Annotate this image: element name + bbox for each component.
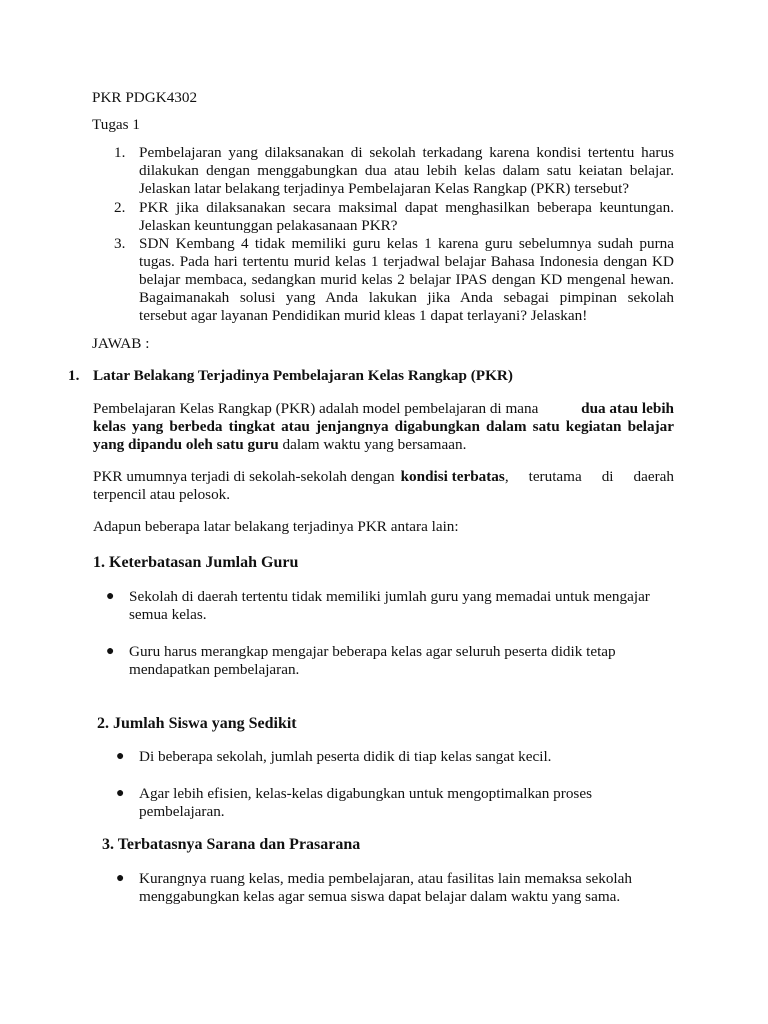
question-number: 2.	[114, 199, 126, 216]
question-line: tersebut agar layanan Pendidikan murid kleas 1 dapat terlayani? Jelaskan!	[139, 307, 588, 324]
course-code: PKR PDGK4302	[92, 89, 198, 106]
bullet-text: menggabungkan kelas agar semua siswa dapat belajar dalam waktu yang sama.	[139, 888, 621, 905]
bullet-icon: ●	[106, 589, 115, 604]
bullet-text: pembelajaran.	[139, 803, 225, 820]
question-line: Jelaskan keuntunggan pelakasanaan PKR?	[139, 217, 398, 234]
paragraph-bold: dua atau lebih	[581, 400, 674, 417]
question-line: PKR jika dilaksanakan secara maksimal dapat menghasilkan beberapa keuntungan.	[139, 199, 674, 216]
question-line: tugas. Pada hari tertentu murid kelas 1 terjadwal belajar Bahasa Indonesia dengan KD	[139, 253, 674, 270]
question-number: 1.	[114, 144, 126, 161]
paragraph-bold: yang dipandu oleh satu guru	[93, 436, 279, 453]
section-heading: 3. Terbatasnya Sarana dan Prasarana	[102, 836, 361, 853]
answer-label: JAWAB :	[92, 335, 150, 352]
bullet-text: mendapatkan pembelajaran.	[129, 661, 300, 678]
paragraph-text: PKR umumnya terjadi di sekolah-sekolah dengan	[93, 468, 395, 485]
paragraph-text: dalam waktu yang bersamaan.	[282, 436, 467, 453]
bullet-text: Guru harus merangkap mengajar beberapa kelas agar seluruh peserta didik tetap	[129, 643, 616, 660]
paragraph-bold: kelas yang berbeda tingkat atau jenjangnya digabungkan dalam satu kegiatan belajar	[93, 418, 674, 435]
question-number: 3.	[114, 235, 126, 252]
bullet-text: Sekolah di daerah tertentu tidak memiliki jumlah guru yang memadai untuk mengajar	[129, 588, 650, 605]
bullet-icon: ●	[106, 644, 115, 659]
bullet-text: Di beberapa sekolah, jumlah peserta didik di tiap kelas sangat kecil.	[139, 748, 552, 765]
bullet-text: semua kelas.	[129, 606, 207, 623]
paragraph-line	[93, 468, 674, 487]
paragraph-line: Adapun beberapa latar belakang terjadinya PKR antara lain:	[93, 518, 459, 535]
bullet-text: Kurangnya ruang kelas, media pembelajaran, atau fasilitas lain memaksa sekolah	[139, 870, 632, 887]
paragraph-text: , terutama di daerah	[504, 468, 674, 485]
question-line: Pembelajaran yang dilaksanakan di sekolah terkadang karena kondisi tertentu harus	[139, 144, 674, 161]
bullet-icon: ●	[116, 871, 125, 886]
answer-title: Latar Belakang Terjadinya Pembelajaran Kelas Rangkap (PKR)	[93, 367, 513, 384]
task-label: Tugas 1	[92, 116, 140, 133]
question-line: Jelaskan latar belakang terjadinya Pembelajaran Kelas Rangkap (PKR) tersebut?	[139, 180, 630, 197]
bullet-icon: ●	[116, 786, 125, 801]
paragraph-line: terpencil atau pelosok.	[93, 486, 231, 503]
paragraph-bold: kondisi terbatas	[400, 468, 505, 485]
question-line: dilakukan dengan menggabungkan dua atau lebih kelas dalam satu keiatan belajar.	[139, 162, 674, 179]
question-line: Bagaimanakah solusi yang Anda lakukan jika Anda sebagai pimpinan sekolah	[139, 289, 674, 306]
paragraph-text: Pembelajaran Kelas Rangkap (PKR) adalah model pembelajaran di mana	[93, 400, 539, 417]
paragraph-line	[93, 400, 674, 419]
question-line: SDN Kembang 4 tidak memiliki guru kelas 1 karena guru sebelumnya sudah purna	[139, 235, 674, 252]
paragraph-line	[93, 436, 466, 455]
answer-number: 1.	[68, 367, 80, 384]
question-line: belajar membaca, sedangkan murid kelas 2 belajar IPAS dengan KD mengenal hewan.	[139, 271, 674, 288]
bullet-icon: ●	[116, 749, 125, 764]
section-heading: 1. Keterbatasan Jumlah Guru	[93, 554, 299, 571]
section-heading: 2. Jumlah Siswa yang Sedikit	[97, 715, 297, 732]
bullet-text: Agar lebih efisien, kelas-kelas digabungkan untuk mengoptimalkan proses	[139, 785, 592, 802]
